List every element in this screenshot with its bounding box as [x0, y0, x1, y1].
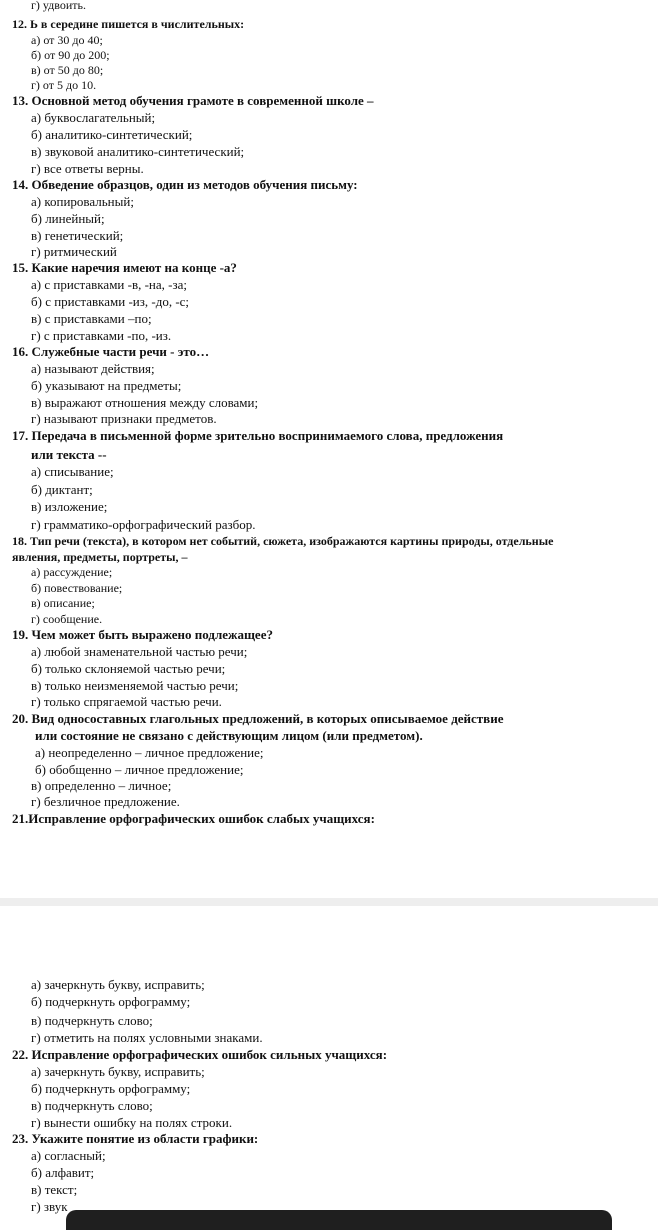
answer-line: а) копировальный;: [31, 194, 134, 209]
answer-line: г) вынести ошибку на полях строки.: [31, 1115, 233, 1130]
answer-line: в) подчеркнуть слово;: [31, 1013, 153, 1028]
question-12: 12. Ь в середине пишется в числительных:: [12, 17, 245, 31]
answer-line: в) генетический;: [31, 228, 124, 243]
answer-line: а) рассуждение;: [31, 565, 113, 579]
page-separator: [0, 898, 658, 906]
answer-line: а) буквослагательный;: [31, 110, 156, 125]
answer-line: в) с приставками –по;: [31, 311, 152, 326]
answer-line: а) зачеркнуть букву, исправить;: [31, 1064, 205, 1079]
answer-line: г) все ответы верны.: [31, 161, 144, 176]
question-21: 21.Исправление орфографических ошибок слабых учащихся:: [12, 811, 375, 826]
question-18: 18. Тип речи (текста), в котором нет событий, сюжета, изображаются картины природы, отдельные: [12, 534, 554, 548]
answer-line: а) зачеркнуть букву, исправить;: [31, 977, 205, 992]
answer-line: б) только склоняемой частью речи;: [31, 661, 226, 676]
answer-line: г) отметить на полях условными знаками.: [31, 1030, 263, 1045]
answer-line: в) определенно – личное;: [31, 778, 172, 793]
answer-line: а) с приставками -в, -на, -за;: [31, 277, 187, 292]
question-16: 16. Служебные части речи - это…: [12, 344, 210, 359]
document-page-2: [0, 906, 658, 1217]
answer-line: г) с приставками -по, -из.: [31, 328, 172, 343]
answer-line: б) алфавит;: [31, 1165, 95, 1180]
question-19: 19. Чем может быть выражено подлежащее?: [12, 627, 273, 642]
answer-line: в) изложение;: [31, 499, 108, 514]
answer-line: б) аналитико-синтетический;: [31, 127, 193, 142]
answer-line: г) называют признаки предметов.: [31, 411, 217, 426]
question-18-continued: явления, предметы, портреты, –: [12, 550, 188, 564]
answer-line: а) от 30 до 40;: [31, 33, 103, 47]
answer-line: г) звук: [31, 1199, 68, 1214]
answer-line: в) от 50 до 80;: [31, 63, 104, 77]
answer-line: в) выражают отношения между словами;: [31, 395, 259, 410]
question-17: 17. Передача в письменной форме зрительно воспринимаемого слова, предложения: [12, 428, 504, 443]
answer-line: в) текст;: [31, 1182, 78, 1197]
answer-line: г) удвоить.: [31, 0, 86, 12]
answer-line: г) от 5 до 10.: [31, 78, 97, 92]
answer-line: а) неопределенно – личное предложение;: [35, 745, 264, 760]
answer-line: а) любой знаменательной частью речи;: [31, 644, 248, 659]
question-20-continued: или состояние не связано с действующим лицом (или предметом).: [35, 728, 423, 743]
answer-line: а) списывание;: [31, 464, 114, 479]
answer-line: б) диктант;: [31, 482, 93, 497]
answer-line: б) обобщенно – личное предложение;: [35, 762, 244, 777]
answer-line: в) подчеркнуть слово;: [31, 1098, 153, 1113]
answer-line: г) ритмический: [31, 244, 117, 259]
answer-line: в) описание;: [31, 596, 95, 610]
question-22: 22. Исправление орфографических ошибок сильных учащихся:: [12, 1047, 388, 1062]
question-17-continued: или текста --: [31, 447, 107, 462]
answer-line: б) подчеркнуть орфограмму;: [31, 994, 191, 1009]
bottom-overlay-bar: [66, 1210, 612, 1230]
answer-line: а) согласный;: [31, 1148, 106, 1163]
answer-line: г) грамматико-орфографический разбор.: [31, 517, 256, 532]
answer-line: б) от 90 до 200;: [31, 48, 110, 62]
answer-line: г) сообщение.: [31, 612, 103, 626]
answer-line: в) звуковой аналитико-синтетический;: [31, 144, 245, 159]
question-23: 23. Укажите понятие из области графики:: [12, 1131, 259, 1146]
answer-line: в) только неизменяемой частью речи;: [31, 678, 239, 693]
question-14: 14. Обведение образцов, один из методов обучения письму:: [12, 177, 358, 192]
answer-line: а) называют действия;: [31, 361, 155, 376]
answer-line: б) с приставками -из, -до, -с;: [31, 294, 190, 309]
answer-line: б) линейный;: [31, 211, 105, 226]
answer-line: б) указывают на предметы;: [31, 378, 182, 393]
question-15: 15. Какие наречия имеют на конце -а?: [12, 260, 237, 275]
question-20: 20. Вид односоставных глагольных предложений, в которых описываемое действие: [12, 711, 504, 726]
answer-line: г) только спрягаемой частью речи.: [31, 694, 222, 709]
answer-line: г) безличное предложение.: [31, 794, 180, 809]
answer-line: б) повествование;: [31, 581, 123, 595]
answer-line: б) подчеркнуть орфограмму;: [31, 1081, 191, 1096]
question-13: 13. Основной метод обучения грамоте в современной школе –: [12, 93, 374, 108]
